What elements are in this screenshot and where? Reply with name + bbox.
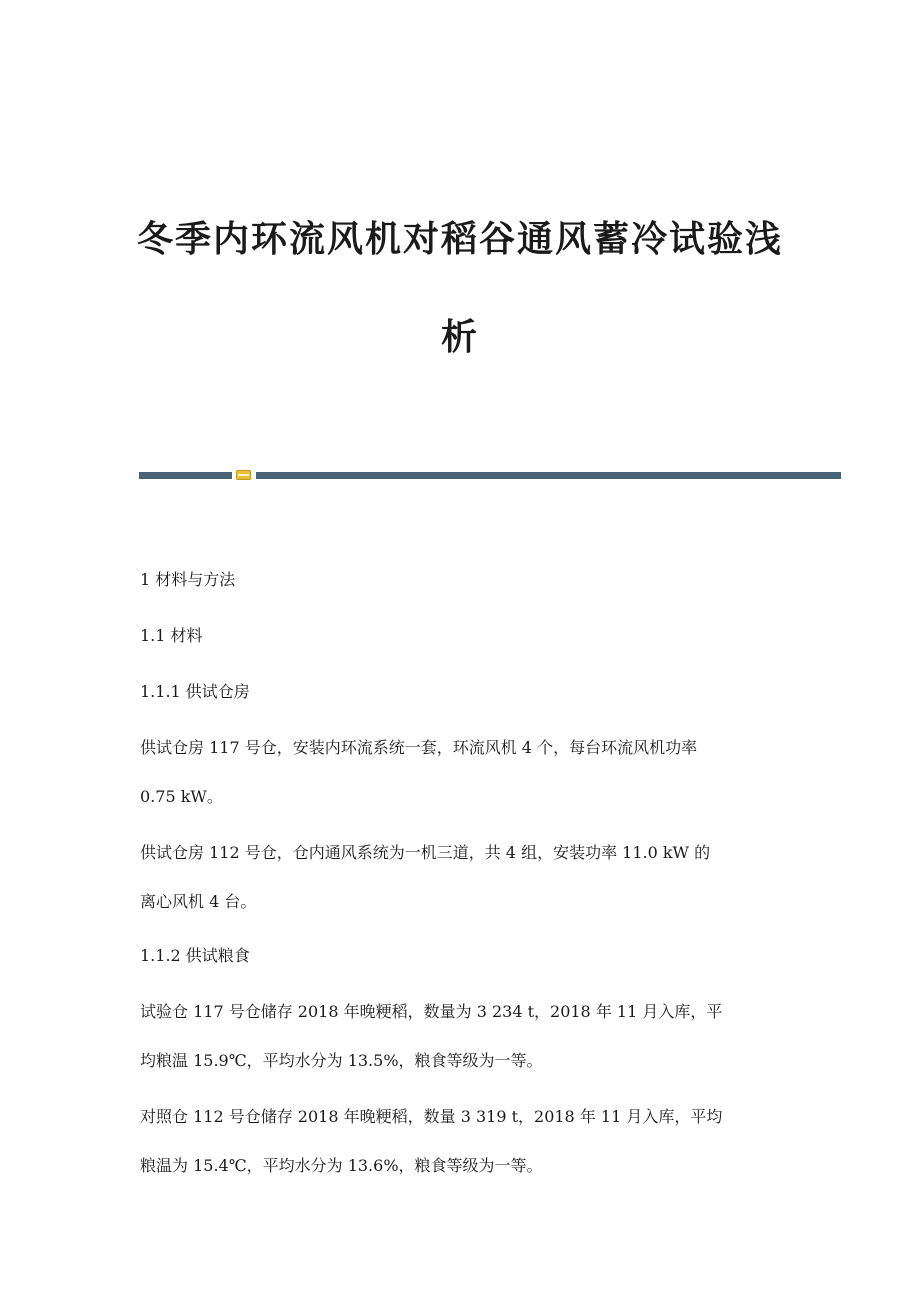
paragraph-line: 对照仓 112 号仓储存 2018 年晚粳稻，数量 3 319 t，2018 年 11 月入库，平均 [140, 1107, 723, 1126]
paragraph-line: 试验仓 117 号仓储存 2018 年晚粳稻，数量为 3 234 t，2018 年 11 月入库，平 [140, 1002, 723, 1021]
divider-bar-left [139, 472, 232, 479]
paragraph-line: 均粮温 15.9℃，平均水分为 13.5%，粮食等级为一等。 [140, 1051, 543, 1070]
paragraph-line: 供试仓房 112 号仓，仓内通风系统为一机三道，共 4 组，安装功率 11.0 kW 的 [140, 843, 711, 862]
divider-bar-right [256, 472, 841, 479]
section-heading-1: 1 材料与方法 [140, 570, 236, 589]
paragraph-line: 供试仓房 117 号仓，安装内环流系统一套，环流风机 4 个，每台环流风机功率 [140, 738, 698, 757]
divider-ornament-icon [236, 470, 251, 480]
paragraph-line: 离心风机 4 台。 [140, 892, 257, 911]
page-title: 冬季内环流风机对稻谷通风蓄冷试验浅 [136, 219, 783, 260]
paragraph-line: 0.75 kW。 [140, 787, 223, 806]
title-divider [139, 470, 841, 480]
section-heading-1-1-1: 1.1.1 供试仓房 [140, 682, 250, 701]
section-heading-1-1-2: 1.1.2 供试粮食 [140, 946, 250, 965]
page-title-continuation: 析 [440, 317, 479, 358]
paragraph-line: 粮温为 15.4℃，平均水分为 13.6%，粮食等级为一等。 [140, 1156, 543, 1175]
section-heading-1-1: 1.1 材料 [140, 626, 203, 645]
